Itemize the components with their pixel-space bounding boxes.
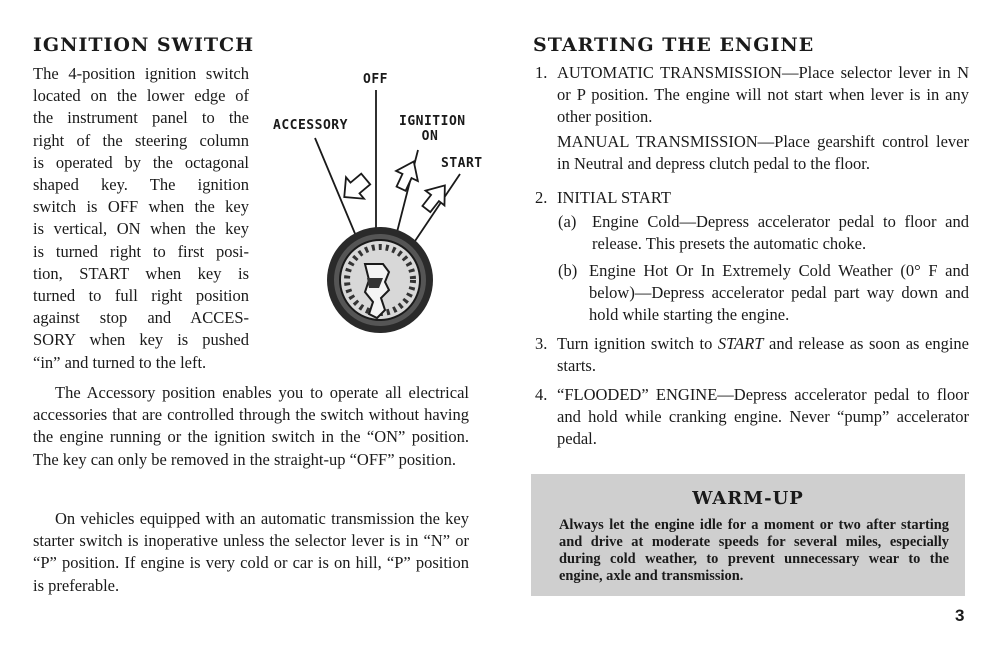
step-3-post: and release as soon as engine starts.	[557, 334, 969, 376]
intro-line: against stop and ACCES-	[33, 308, 249, 328]
label-on: ON	[421, 129, 439, 144]
step-1-manual	[535, 131, 969, 177]
label-off: OFF	[363, 72, 388, 87]
step-1-number: 1.	[535, 63, 548, 82]
intro-line: the instrument panel to the	[33, 108, 249, 128]
on-arrow-icon	[390, 156, 424, 193]
ignition-switch-diagram	[255, 66, 495, 356]
step-2b	[558, 260, 969, 328]
step-2a-text: Engine Cold—Depress accelerator pedal to floor and release. This presets the automatic choke.	[592, 212, 969, 254]
warm-up-box	[531, 474, 965, 596]
intro-line: located on the lower edge of	[33, 86, 249, 106]
warm-up-text: Always let the engine idle for a moment or two after starting and drive at moderate speeds for several miles, especially during cold weather, to prevent unnecessary wear to the engine, axle and transmission.	[559, 517, 949, 584]
intro-line: is turned right to first posi-	[33, 241, 249, 261]
intro-line: is vertical, ON when the key	[33, 219, 249, 239]
intro-line: is operated by the octagonal	[33, 152, 249, 172]
ignition-intro	[33, 63, 249, 374]
step-4-number: 4.	[535, 385, 548, 404]
step-3	[535, 333, 969, 379]
step-3-number: 3.	[535, 334, 548, 353]
automatic-paragraph: On vehicles equipped with an automatic transmission the key starter switch is inoperative unless the selector lever is in “N” or “P” position. If engine is very cold or car is on hill, “P” position is preferable.	[33, 509, 469, 595]
step-4-text: “FLOODED” ENGINE—Depress accelerator pedal to floor and hold while cranking engine. Never “pump” accelerator pedal.	[557, 385, 969, 449]
intro-line: “in” and turned to the left.	[33, 352, 207, 372]
step-2-text: INITIAL START	[557, 188, 671, 207]
intro-line: SORY when key is pushed	[33, 330, 249, 350]
label-ignition-text: IGNITION	[399, 114, 466, 129]
step-1-manual-text: MANUAL TRANSMISSION—Place gearshift control lever in Neutral and depress clutch pedal to the floor.	[557, 132, 969, 174]
accessory-paragraph: The Accessory position enables you to operate all electrical accessories that are controlled through the switch without having the engine running or the ignition switch in the “ON” position. The key can only be removed in the straight-up “OFF” position.	[33, 383, 469, 469]
intro-line: switch is OFF when the key	[33, 197, 249, 217]
intro-line: turned to full right position	[33, 286, 249, 306]
label-start: START	[441, 156, 483, 171]
step-1	[535, 62, 969, 132]
page-number: 3	[955, 606, 965, 625]
step-2b-tag: (b)	[558, 261, 578, 280]
step-2a-tag: (a)	[558, 212, 577, 231]
starting-engine-heading: STARTING THE ENGINE	[533, 34, 815, 56]
step-3-text	[557, 333, 969, 377]
step-3-start: START	[717, 334, 764, 353]
step-3-pre: Turn ignition switch to	[557, 334, 718, 353]
step-2b-text: Engine Hot Or In Extremely Cold Weather (0° F and below)—Depress accelerator pedal part way down and hold while starting the engine.	[589, 261, 969, 325]
intro-line: right of the steering column	[33, 130, 249, 150]
intro-line: shaped key. The ignition	[33, 175, 249, 195]
step-2a	[558, 211, 969, 257]
intro-line: tion, START when key is	[33, 263, 249, 283]
ignition-switch-heading: IGNITION SWITCH	[33, 34, 255, 56]
step-1-text: AUTOMATIC TRANSMISSION—Place selector lever in N or P position. The engine will not start when lever is in any other position.	[557, 63, 969, 127]
label-accessory: ACCESSORY	[273, 118, 348, 133]
switch-body-icon	[327, 227, 433, 333]
intro-line: The 4-position ignition switch	[33, 64, 249, 83]
step-2-number: 2.	[535, 188, 548, 207]
step-2	[535, 187, 969, 211]
step-4	[535, 384, 969, 452]
switch-drawing	[255, 66, 495, 356]
warm-up-title: WARM-UP	[692, 488, 804, 509]
